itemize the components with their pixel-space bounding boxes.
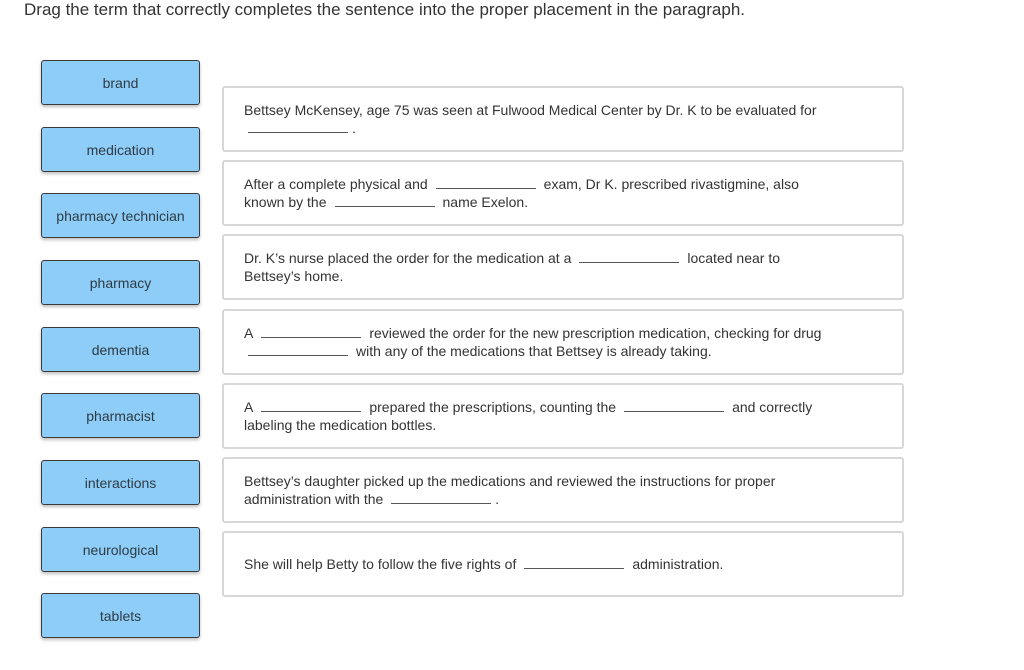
term-brand[interactable]: brand (41, 60, 200, 105)
sentence-text: name Exelon. (442, 194, 529, 210)
sentence-text: She will help Betty to follow the five rights of (244, 555, 517, 572)
term-tablets[interactable]: tablets (41, 593, 200, 638)
term-pharmacy[interactable]: pharmacy (41, 260, 200, 305)
drop-blank[interactable] (624, 399, 724, 412)
term-medication[interactable]: medication (41, 127, 200, 172)
sentence-text: and correctly (732, 398, 813, 415)
term-interactions[interactable]: interactions (41, 460, 200, 505)
sentence-box-4 (222, 309, 904, 375)
drop-blank[interactable] (248, 343, 348, 356)
sentence-box-2 (222, 160, 904, 226)
sentence-text: administration. (632, 555, 724, 572)
sentence-text: reviewed the order for the new prescription medication, checking for drug (369, 324, 822, 341)
drop-blank[interactable] (248, 120, 348, 133)
drop-blank[interactable] (391, 491, 491, 504)
sentence-text: with any of the medications that Bettsey is already taking. (356, 343, 712, 359)
drop-blank[interactable] (436, 176, 536, 189)
sentence-box-6 (222, 457, 904, 523)
term-pharmacist[interactable]: pharmacist (41, 393, 200, 438)
drop-blank[interactable] (524, 556, 624, 569)
sentence-text: labeling the medication bottles. (244, 417, 437, 433)
drop-blank[interactable] (335, 194, 435, 207)
term-pharmacy-technician[interactable]: pharmacy technician (41, 193, 200, 238)
sentence-text: located near to (687, 249, 780, 266)
term-dementia[interactable]: dementia (41, 327, 200, 372)
sentence-box-1 (222, 86, 904, 152)
sentence-text: . (495, 491, 500, 507)
sentence-text: Bettsey’s home. (244, 268, 344, 284)
term-neurological[interactable]: neurological (41, 527, 200, 572)
sentence-text: . (352, 120, 356, 136)
sentence-text: A (244, 398, 254, 415)
sentence-text: exam, Dr K. prescribed rivastigmine, also (543, 175, 799, 192)
sentence-text: Bettsey’s daughter picked up the medications and reviewed the instructions for proper (244, 472, 776, 489)
sentence-text: known by the (244, 194, 327, 210)
sentence-text: administration with the (244, 491, 384, 507)
sentence-box-7 (222, 531, 904, 597)
drop-blank[interactable] (261, 399, 361, 412)
sentence-text: Dr. K’s nurse placed the order for the medication at a (244, 249, 572, 266)
drop-blank[interactable] (261, 325, 361, 338)
sentence-text: A (244, 324, 254, 341)
sentence-text: prepared the prescriptions, counting the (369, 398, 617, 415)
sentence-text: Bettsey McKensey, age 75 was seen at Fulwood Medical Center by Dr. K to be evaluated for (244, 101, 817, 118)
sentence-box-5 (222, 383, 904, 449)
sentence-text: After a complete physical and (244, 175, 428, 192)
sentence-box-3 (222, 234, 904, 300)
drop-blank[interactable] (579, 250, 679, 263)
instructions: Drag the term that correctly completes the sentence into the proper placement in the paragraph. (24, 0, 746, 19)
